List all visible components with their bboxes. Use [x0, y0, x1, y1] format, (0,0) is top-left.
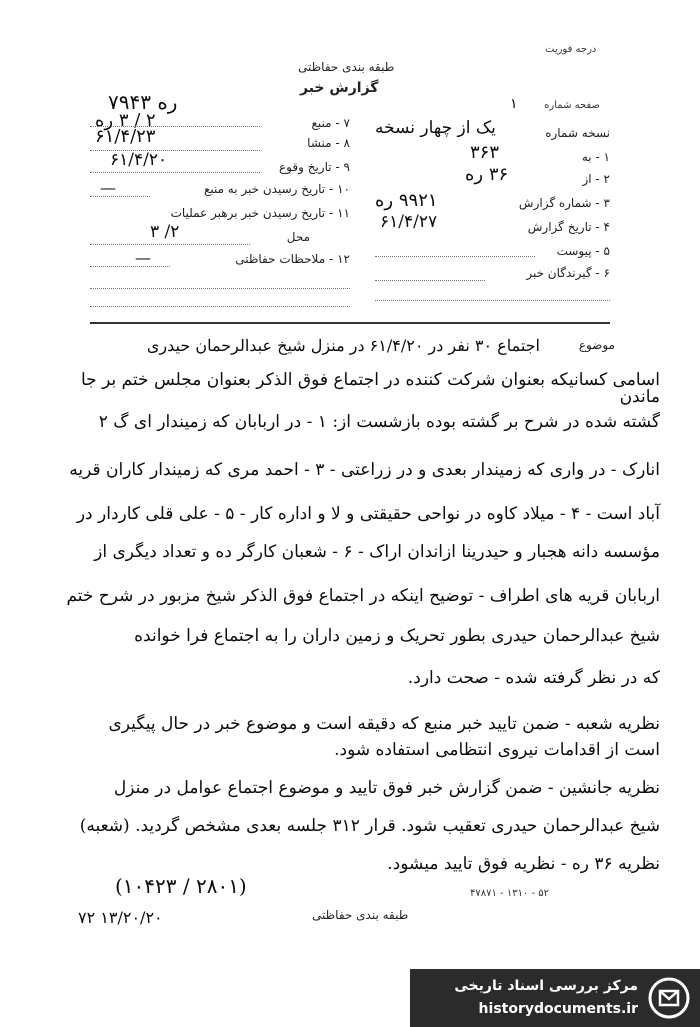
top-number: ۷۹۴۳ ره [108, 90, 178, 114]
field-value: ۹۹۲۱ ره [375, 190, 438, 211]
body-line: نظریه جانشین - ضمن گزارش خبر فوق تایید و موضوع اجتماع عوامل در منزل [113, 778, 660, 798]
dotted-line [90, 150, 260, 151]
field-value: — [100, 178, 116, 197]
dotted-line [90, 266, 170, 267]
dotted-line [375, 256, 535, 257]
body-line: آباد است - ۴ - میلاد کاوه در نواحی حقیقتی و لا و اداره کار - ۵ - علی قلی کاردار در [76, 504, 660, 524]
field-value: — [135, 248, 151, 267]
field-value: ۲ / ۳ ره [95, 110, 156, 131]
field-value: ۳۶۳ [470, 142, 500, 163]
subject-label: موضوع [578, 338, 615, 352]
body-line: که در نظر گرفته شده - صحت دارد. [407, 668, 660, 688]
field-label: ۴ - تاریخ گزارش [527, 220, 610, 234]
field-label: ۶ - گیرندگان خبر [526, 266, 610, 280]
body-line: شیخ عبدالرحمان حیدری تعقیب شود. قرار ۳۱۲ جلسه بعدی مشخص گردید. (شعبه) [79, 816, 660, 836]
footer-stamp-number: ۴۷۸۷۱ - ۱۳۱۰ - ۵۲ [470, 888, 550, 899]
body-line: نظریه ۳۶ ره - نظریه فوق تایید میشود. [387, 854, 660, 874]
watermark-url: historydocuments.ir [478, 1001, 638, 1017]
report-title: گزارش خبر [300, 80, 379, 96]
subject-value: اجتماع ۳۰ نفر در ۶۱/۴/۲۰ در منزل شیخ عبدالرحمان حیدری [146, 336, 540, 355]
body-line: نظریه شعبه - ضمن تایید خبر منبع که دقیقه است و موضوع خبر در حال پیگیری [108, 714, 660, 734]
field-label: ۷ - منبع [311, 116, 350, 130]
field-value: ۲/ ۳ [150, 222, 180, 242]
body-line: شیخ عبدالرحمان حیدری بطور تحریک و زمین داران را به اجتماع فرا خوانده [134, 626, 660, 646]
footer-handwritten-note: ۱۳/۲۰/۲۰ ۷۲ [78, 908, 163, 927]
field-label: ۳ - شماره گزارش [518, 196, 610, 210]
separator-rule [90, 322, 610, 324]
body-line: اربابان قریه های اطراف - توضیح اینکه در اجتماع فوق الذکر شیخ مزبور در شرح ختم [66, 586, 660, 606]
watermark-name: مرکز بررسی اسناد تاریخی [454, 978, 638, 994]
field-label: صفحه شماره [544, 100, 600, 111]
field-value: ۳۶ ره [465, 164, 509, 185]
classification-label-top: طبقه بندی حفاظتی [298, 60, 395, 74]
field-value: ۶۱/۴/۲۰ [110, 150, 168, 170]
priority-label: درجه فوریت [545, 44, 597, 55]
field-value: ۶۱/۴/۲۳ [95, 126, 156, 147]
field-label: ۵ - پیوست [556, 244, 610, 258]
body-line: مؤسسه دانه هجبار و حیدرینا ازاندان اراک - ۶ - شعبان کارگر ده و تعداد دیگری از [94, 542, 660, 562]
field-label: ۱ - به [581, 150, 610, 164]
field-label: ۱۱ - تاریخ رسیدن خبر برهبر عملیات [170, 206, 350, 220]
body-line: انارک - در واری که زمیندار بعدی و در زراعتی - ۳ - احمد مری که زمیندار کاران قریه [69, 460, 660, 480]
dotted-line [90, 126, 260, 127]
dotted-line [90, 172, 260, 173]
field-value: ۱ [510, 96, 518, 112]
classification-label-bottom: طبقه بندی حفاظتی [312, 908, 409, 922]
dotted-line [375, 300, 610, 301]
watermark-banner [410, 969, 700, 1027]
field-label: ۸ - منشا [307, 136, 350, 150]
body-line: گشته شده در شرح بر گشته بوده بازشست از: ۱ - در اربابان که زمیندار ای گ ۲ [98, 412, 660, 432]
dotted-line [90, 288, 350, 289]
field-value: یک از چهار نسخه [375, 118, 496, 138]
field-label: ۹ - تاریخ وقوع [279, 160, 350, 174]
archive-logo-icon [648, 977, 690, 1019]
body-line: است از اقدامات نیروی انتظامی استفاده شود. [334, 740, 660, 760]
footer-handwritten-number: (۱۰۴۲۳ / ۲۸۰۱) [115, 874, 247, 898]
dotted-line [375, 280, 485, 281]
field-value: ۶۱/۴/۲۷ [380, 212, 438, 232]
field-label: نسخه شماره [545, 126, 610, 140]
field-label: ۲ - از [582, 172, 610, 186]
field-label: ۱۰ - تاریخ رسیدن خبر به منبع [203, 182, 350, 196]
dotted-line [90, 196, 150, 197]
field-label: ۱۲ - ملاحظات حفاظتی [235, 252, 350, 266]
body-line: اسامی کسانیکه بعنوان شرکت کننده در اجتماع فوق الذکر بعنوان مجلس ختم بر جا ماندن [81, 370, 660, 407]
field-label: محل [286, 230, 310, 244]
dotted-line [90, 244, 250, 245]
dotted-line [90, 306, 350, 307]
